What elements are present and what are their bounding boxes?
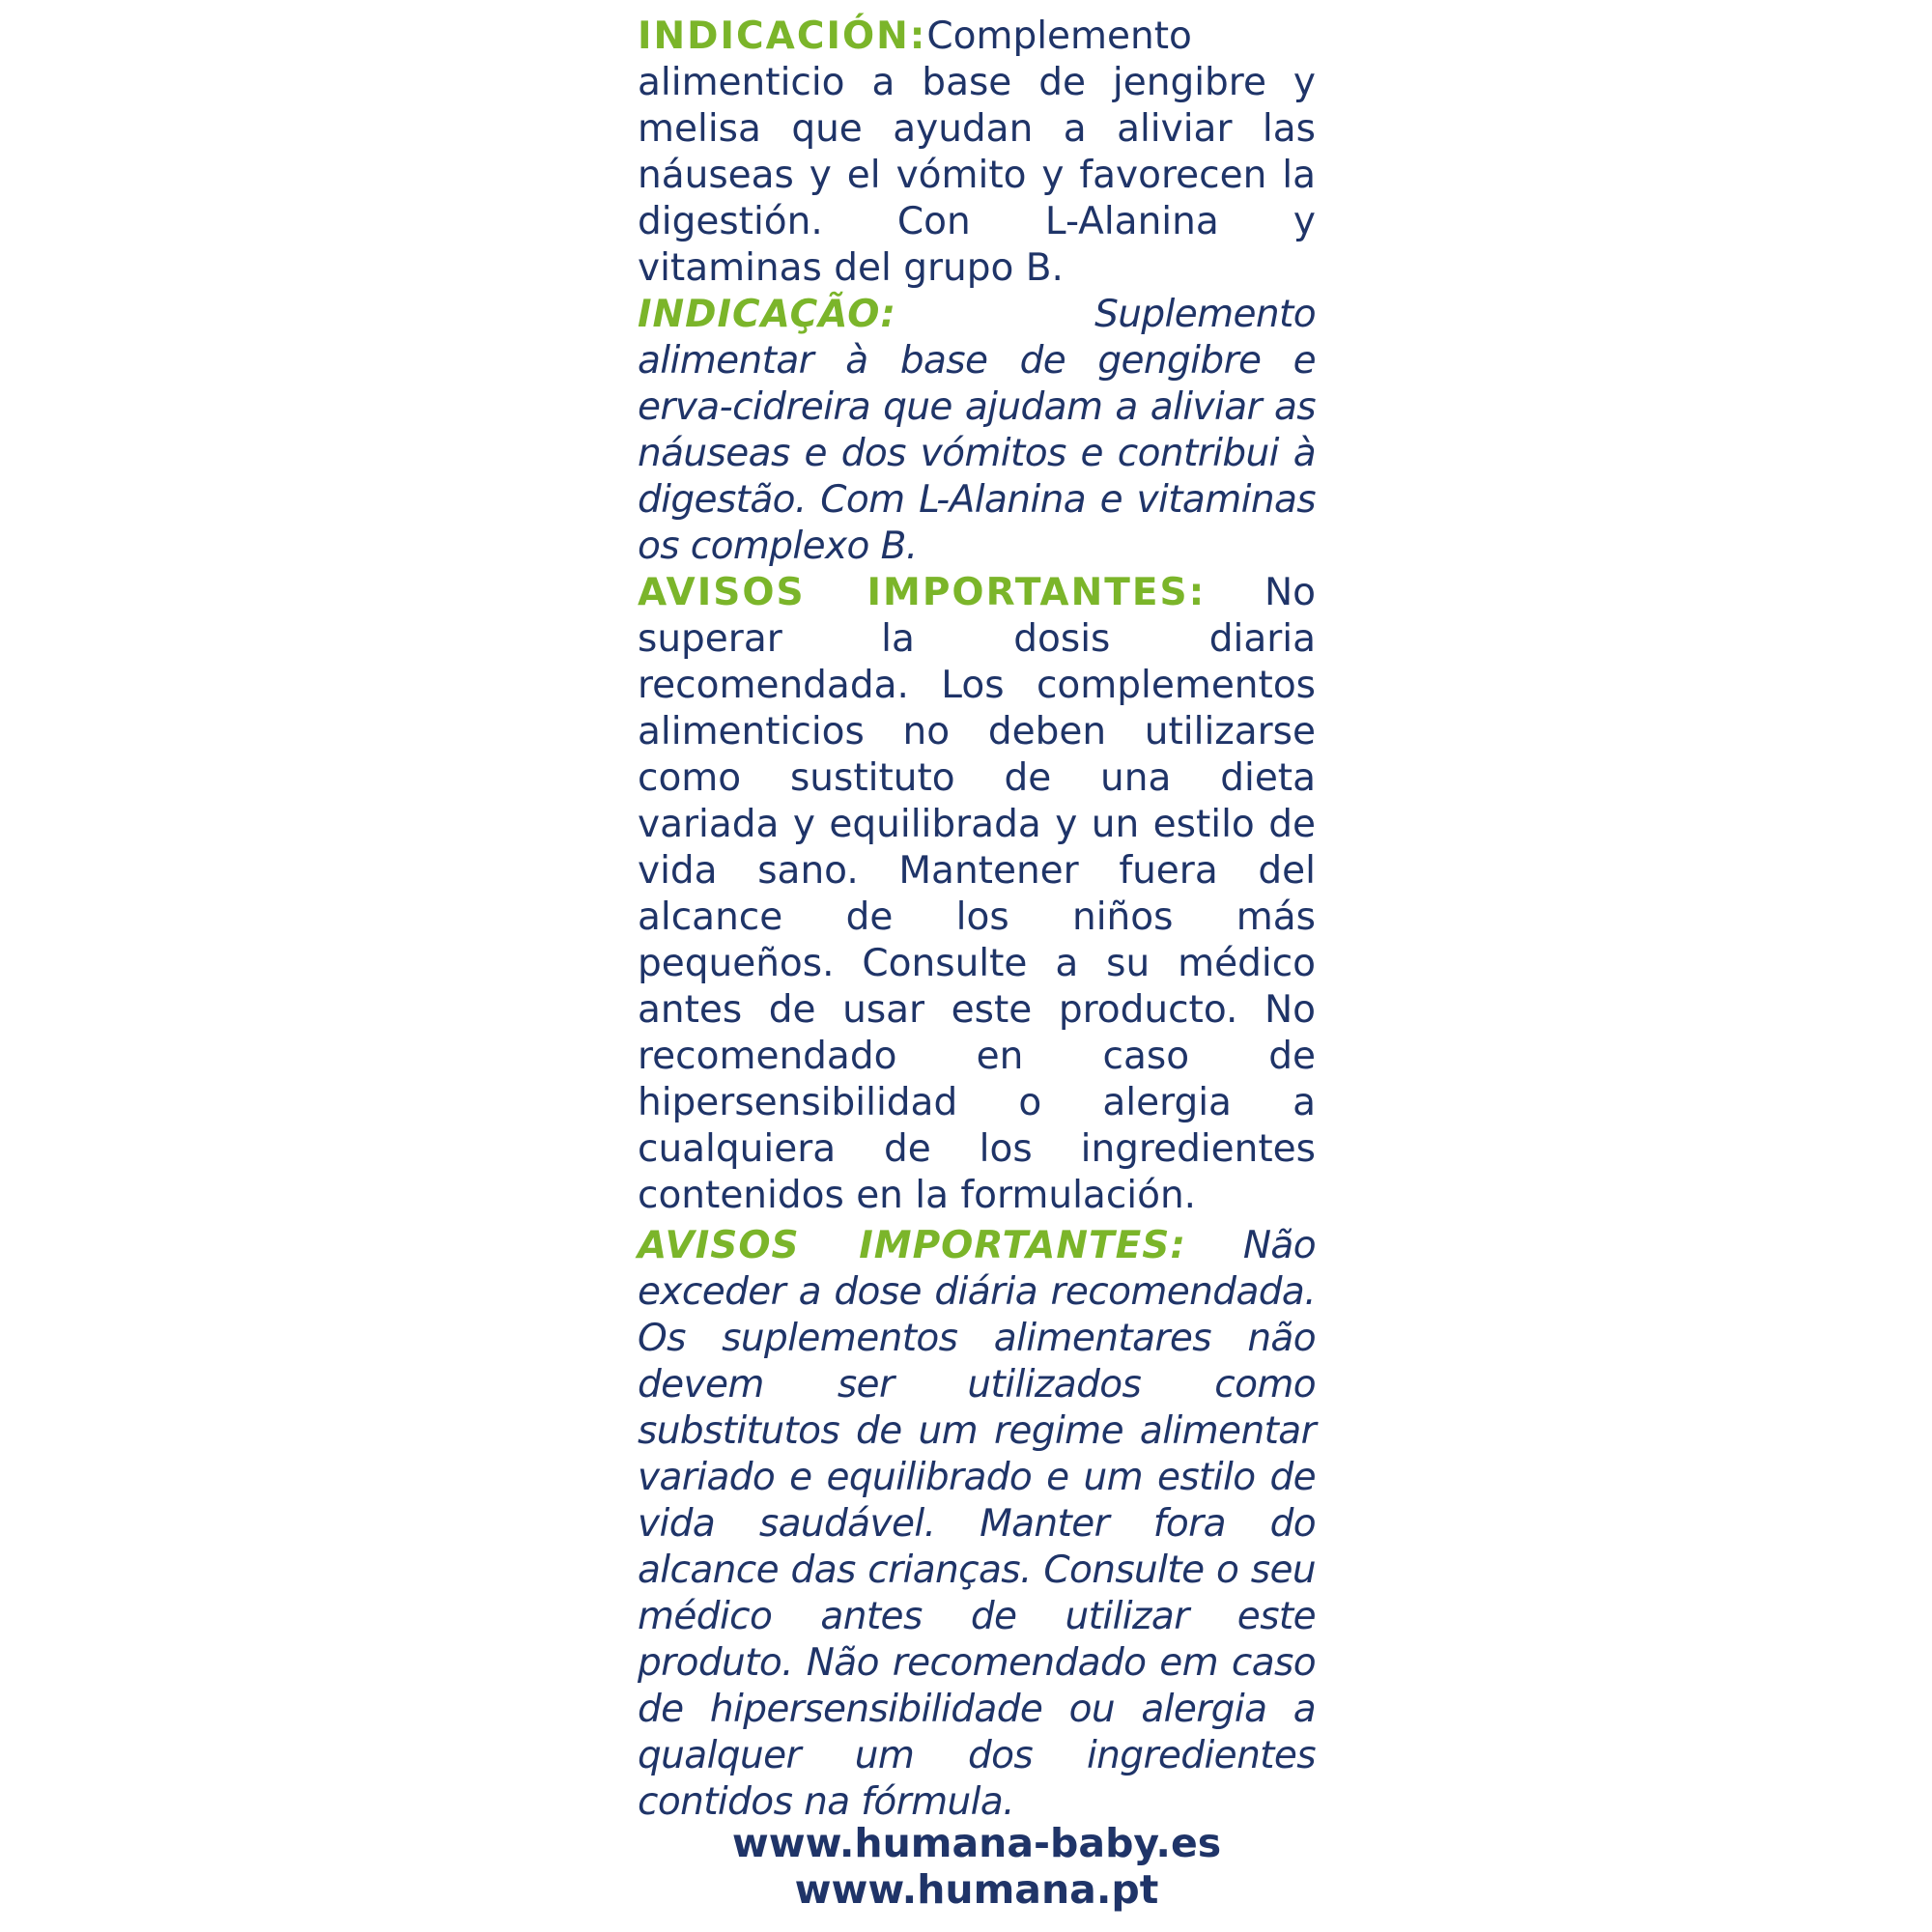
- indicacion-es-text: Complemento alimenticio a base de jengibre y melisa que ayudan a aliviar las náuseas y el vómito y favorecen la digestión. Con L-Alanina y vitaminas del grupo B.: [638, 14, 1316, 290]
- website-pt-link[interactable]: www.humana.pt: [794, 1866, 1159, 1913]
- website-es-link[interactable]: www.humana-baby.es: [731, 1820, 1222, 1866]
- indicacao-pt-text: Suplemento alimentar à base de gengibre e erva-cidreira que ajudam a aliviar as náuseas e dos vómitos e contribui à digestão. Com L-Alanina e vitaminas os complexo B.: [638, 293, 1316, 568]
- avisos-es-text: No superar la dosis diaria recomendada. Los complementos alimenticios no deben utilizarse como sustituto de una dieta variada y equilibrada y un estilo de vida sano. Mantener fuera del alcance de los niños más pequeños. Consulte a su médico antes de usar este producto. No recomendado en caso de hipersensibilidad o alergia a cualquiera de los ingredientes contenidos en la formulación.: [638, 571, 1316, 1217]
- label-text-column: [638, 14, 1316, 1826]
- indicacion-es-heading: INDICACIÓN:: [638, 14, 927, 58]
- avisos-pt-text: Não exceder a dose diária recomendada. Os suplementos alimentares não devem ser utilizados como substitutos de um regime alimentar variado e equilibrado e um estilo de vida saudável. Manter fora do alcance das crianças. Consulte o seu médico antes de utilizar este produto. Não recomendado em caso de hipersensibilidade ou alergia a qualquer um dos ingredientes contidos na fórmula.: [638, 1224, 1316, 1824]
- avisos-es-heading: AVISOS IMPORTANTES:: [638, 571, 1207, 614]
- website-links: [638, 1820, 1316, 1913]
- avisos-pt-paragraph: [638, 1223, 1316, 1826]
- avisos-pt-heading: AVISOS IMPORTANTES:: [638, 1224, 1186, 1267]
- indicacao-pt-heading: INDICAÇÃO:: [638, 293, 896, 336]
- indicacao-pt-paragraph: [638, 292, 1316, 570]
- indicacion-es-paragraph: [638, 14, 1316, 292]
- avisos-es-paragraph: [638, 570, 1316, 1219]
